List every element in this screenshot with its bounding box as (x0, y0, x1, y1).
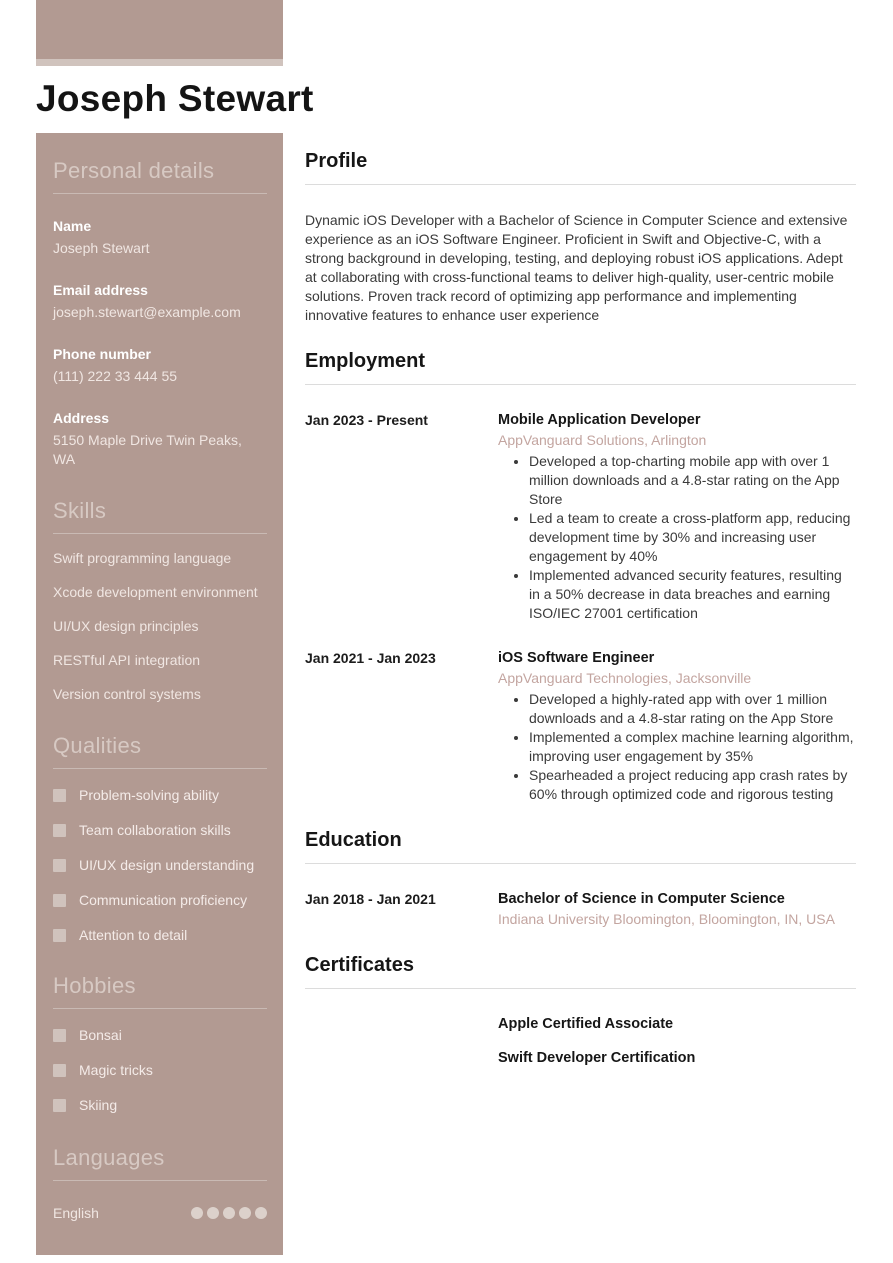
job-title: iOS Software Engineer (498, 650, 655, 666)
languages-heading: Languages (53, 1145, 165, 1170)
field-label: Email address (53, 282, 148, 298)
entry-body (498, 649, 856, 804)
field-phone (53, 345, 267, 386)
job-bullet: • Spearheaded a project reducing app crash rates by 60% through optimized code and rigorous testing (529, 766, 856, 804)
main-content (305, 150, 856, 1067)
personal-details-heading: Personal details (53, 158, 215, 183)
field-email (53, 281, 267, 322)
quality-item (53, 787, 267, 804)
field-label: Name (53, 218, 92, 234)
square-bullet-icon (53, 929, 66, 942)
education-heading: Education (305, 829, 856, 864)
divider (53, 533, 267, 534)
entry-period: Jan 2021 - Jan 2023 (305, 650, 436, 666)
profile-text: Dynamic iOS Developer with a Bachelor of Science in Computer Science and extensive experience as an iOS Software Engineer. Proficient in Swift and Objective-C, with a strong background in developing, testing, and deploying robust iOS applications. Adept at collaborating with cross-functional teams to deliver high-quality, user-centric mobile solutions. Proven track record of optimizing app performance and implementing innovative features to enhance user experience (305, 212, 848, 323)
certificate-title: Swift Developer Certification (498, 1050, 696, 1066)
quality-label: Communication proficiency (79, 892, 248, 908)
square-bullet-icon (53, 1099, 66, 1112)
quality-item (53, 892, 267, 909)
square-bullet-icon (53, 789, 66, 802)
sidebar (36, 133, 283, 1255)
certificate-title: Apple Certified Associate (498, 1016, 674, 1032)
entry-period: Jan 2018 - Jan 2021 (305, 891, 436, 907)
school-name: Indiana University Bloomington, Bloomington, IN, USA (498, 911, 835, 927)
divider (53, 768, 267, 769)
field-name (53, 217, 267, 258)
divider (53, 1180, 267, 1181)
field-value: (111) 222 33 444 55 (53, 368, 178, 384)
profile-heading: Profile (305, 150, 856, 185)
hobby-label: Bonsai (79, 1027, 122, 1043)
entry-period: Jan 2023 - Present (305, 412, 428, 428)
skill-item: RESTful API integration (53, 652, 201, 668)
skills-heading: Skills (53, 498, 107, 523)
skill-item: Xcode development environment (53, 584, 258, 600)
name-heading: Joseph Stewart (36, 78, 314, 119)
quality-item (53, 927, 267, 944)
certificate-entry (305, 1049, 856, 1067)
quality-item (53, 822, 267, 839)
level-dot-icon (223, 1207, 235, 1219)
field-value: 5150 Maple Drive Twin Peaks, WA (53, 432, 242, 467)
square-bullet-icon (53, 1064, 66, 1077)
certificate-entry (305, 1015, 856, 1033)
quality-item (53, 857, 267, 874)
job-title: Mobile Application Developer (498, 412, 701, 428)
level-dot-icon (207, 1207, 219, 1219)
field-label: Address (53, 410, 110, 426)
hobbies-heading: Hobbies (53, 973, 136, 998)
company-name: AppVanguard Technologies, Jacksonville (498, 670, 752, 686)
language-level-indicator (191, 1207, 267, 1219)
profile-photo-placeholder (36, 0, 283, 66)
entry-body (498, 411, 856, 623)
job-bullet: • Developed a highly-rated app with over 1 million downloads and a 4.8-star rating on the App Store (529, 690, 856, 728)
quality-label: Attention to detail (79, 927, 188, 943)
hobby-item (53, 1027, 267, 1044)
skill-item: Version control systems (53, 686, 201, 702)
quality-label: UI/UX design understanding (79, 857, 255, 873)
employment-entry (305, 411, 856, 623)
field-value: Joseph Stewart (53, 240, 150, 256)
level-dot-icon (255, 1207, 267, 1219)
entry-body (498, 1015, 856, 1033)
skill-item: Swift programming language (53, 550, 232, 566)
language-row (53, 1205, 267, 1221)
entry-body (498, 890, 856, 929)
divider (53, 1008, 267, 1009)
profile-section (305, 150, 856, 325)
education-entry (305, 890, 856, 929)
level-dot-icon (191, 1207, 203, 1219)
field-value: joseph.stewart@example.com (53, 304, 241, 320)
qualities-heading: Qualities (53, 733, 142, 758)
hobby-item (53, 1097, 267, 1114)
level-dot-icon (239, 1207, 251, 1219)
company-name: AppVanguard Solutions, Arlington (498, 432, 707, 448)
quality-label: Problem-solving ability (79, 787, 220, 803)
employment-heading: Employment (305, 350, 856, 385)
field-label: Phone number (53, 346, 152, 362)
education-section (305, 829, 856, 929)
field-address (53, 409, 267, 469)
skill-item: UI/UX design principles (53, 618, 199, 634)
entry-body (498, 1049, 856, 1067)
employment-entry (305, 649, 856, 804)
job-bullet: • Implemented a complex machine learning algorithm, improving user engagement by 35% (529, 728, 856, 766)
job-bullet: • Led a team to create a cross-platform app, reducing development time by 30% and increasing user engagement by 40% (529, 509, 856, 566)
square-bullet-icon (53, 824, 66, 837)
entry-period-empty (305, 1049, 498, 1067)
hobby-label: Magic tricks (79, 1062, 153, 1078)
entry-period-empty (305, 1015, 498, 1033)
square-bullet-icon (53, 1029, 66, 1042)
divider (53, 193, 267, 194)
hobby-item (53, 1062, 267, 1079)
square-bullet-icon (53, 894, 66, 907)
certificates-heading: Certificates (305, 954, 856, 989)
certificates-section (305, 954, 856, 1067)
job-bullets (498, 690, 856, 804)
degree-title: Bachelor of Science in Computer Science (498, 891, 785, 907)
job-bullet: • Implemented advanced security features, resulting in a 50% decrease in data breaches and earning ISO/IEC 27001 certification (529, 566, 856, 623)
language-name: English (53, 1205, 99, 1221)
hobby-label: Skiing (79, 1097, 118, 1113)
job-bullets (498, 452, 856, 623)
employment-section (305, 350, 856, 804)
job-bullet: • Developed a top-charting mobile app with over 1 million downloads and a 4.8-star rating on the App Store (529, 452, 856, 509)
quality-label: Team collaboration skills (79, 822, 231, 838)
square-bullet-icon (53, 859, 66, 872)
photo-bottom-strip (36, 59, 283, 66)
